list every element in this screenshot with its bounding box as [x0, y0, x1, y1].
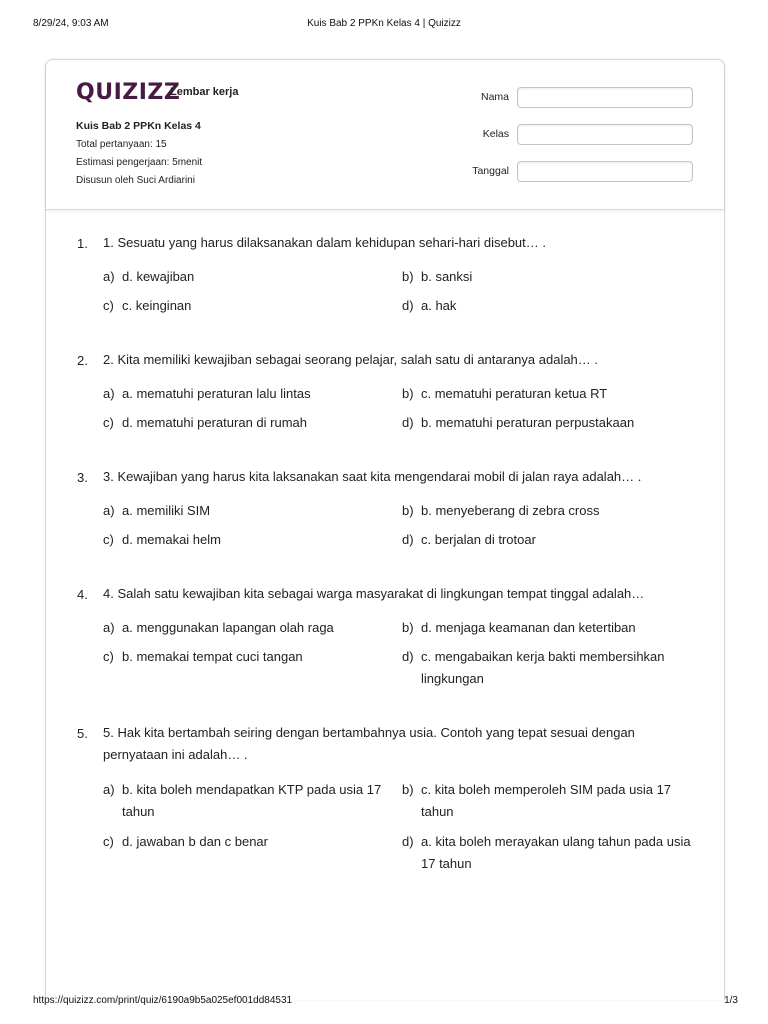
option-text: c. berjalan di trotoar: [421, 532, 536, 547]
option-text: d. kewajiban: [122, 269, 195, 284]
option-letter: c): [103, 532, 114, 547]
question-number: 2.: [77, 353, 88, 368]
option-text: d. menjaga keamanan dan ketertiban: [421, 620, 636, 635]
option-text: c. kita boleh memperoleh SIM pada usia 17 tahun: [421, 782, 672, 819]
print-url: https://quizizz.com/print/quiz/6190a9b5a025ef001dd84531: [33, 995, 293, 1006]
quizizz-logo: QUIZIZZ: [76, 80, 181, 105]
option-text: a. memiliki SIM: [122, 503, 211, 518]
print-header: [0, 0, 768, 40]
option-letter: b): [402, 782, 414, 797]
option-letter: a): [103, 269, 115, 284]
option-text: d. jawaban b dan c benar: [122, 834, 268, 849]
option-text: b. memakai tempat cuci tangan: [122, 649, 303, 664]
question-text: 1. Sesuatu yang harus dilaksanakan dalam kehidupan sehari-hari disebut… .: [103, 235, 546, 250]
option-letter: a): [103, 620, 115, 635]
option-letter: d): [402, 834, 414, 849]
option-letter: b): [402, 269, 414, 284]
option-letter: c): [103, 415, 114, 430]
option-text: d. mematuhi peraturan di rumah: [122, 415, 307, 430]
quiz-info-panel: [46, 60, 724, 210]
option-text: b. kita boleh mendapatkan KTP pada usia 17 tahun: [122, 782, 382, 819]
name-field[interactable]: [517, 87, 693, 108]
question-text: 2. Kita memiliki kewajiban sebagai seorang pelajar, salah satu di antaranya adalah… .: [103, 352, 599, 367]
print-title: Kuis Bab 2 PPKn Kelas 4 | Quizizz: [307, 18, 461, 29]
option-letter: a): [103, 386, 115, 401]
date-label: Tanggal: [472, 165, 509, 177]
worksheet: [45, 59, 725, 1000]
question-text: 4. Salah satu kewajiban kita sebagai warga masyarakat di lingkungan tempat tinggal adalah…: [103, 586, 645, 601]
question-number: 5.: [77, 726, 88, 741]
page-number: 1/3: [724, 995, 738, 1006]
option-letter: d): [402, 532, 414, 547]
option-letter: a): [103, 503, 115, 518]
sheet-type-label: Lembar kerja: [170, 86, 239, 98]
quiz-author: Disusun oleh Suci Ardiarini: [76, 175, 195, 186]
option-text: d. memakai helm: [122, 532, 221, 547]
option-letter: c): [103, 834, 114, 849]
date-field[interactable]: [517, 161, 693, 182]
question-text: 5. Hak kita bertambah seiring dengan bertambahnya usia. Contoh yang tepat sesuai dengan pernyataan ini adalah… .: [103, 725, 635, 762]
option-letter: c): [103, 298, 114, 313]
question-number: 3.: [77, 470, 88, 485]
option-letter: b): [402, 386, 414, 401]
print-datetime: 8/29/24, 9:03 AM: [33, 18, 109, 29]
quiz-title: Kuis Bab 2 PPKn Kelas 4: [76, 120, 201, 132]
option-text: b. mematuhi peraturan perpustakaan: [421, 415, 635, 430]
option-text: b. sanksi: [421, 269, 473, 284]
option-text: b. menyeberang di zebra cross: [421, 503, 600, 518]
estimated-time: Estimasi pengerjaan: 5menit: [76, 157, 203, 168]
option-text: c. mengabaikan kerja bakti membersihkan lingkungan: [421, 649, 665, 686]
class-field[interactable]: [517, 124, 693, 145]
option-letter: d): [402, 415, 414, 430]
option-letter: a): [103, 782, 115, 797]
option-letter: d): [402, 298, 414, 313]
question-number: 1.: [77, 236, 88, 251]
name-label: Nama: [480, 91, 509, 103]
option-text: c. mematuhi peraturan ketua RT: [421, 386, 608, 401]
option-text: c. keinginan: [122, 298, 192, 313]
option-letter: d): [402, 649, 414, 664]
option-letter: b): [402, 620, 414, 635]
option-text: a. kita boleh merayakan ulang tahun pada usia 17 tahun: [421, 834, 691, 871]
option-letter: c): [103, 649, 114, 664]
option-letter: b): [402, 503, 414, 518]
question-number: 4.: [77, 587, 88, 602]
option-text: a. mematuhi peraturan lalu lintas: [122, 386, 311, 401]
question-text: 3. Kewajiban yang harus kita laksanakan saat kita mengendarai mobil di jalan raya adalah… .: [103, 469, 642, 484]
total-questions: Total pertanyaan: 15: [76, 139, 167, 150]
option-text: a. menggunakan lapangan olah raga: [122, 620, 334, 635]
class-label: Kelas: [482, 128, 509, 140]
option-text: a. hak: [421, 298, 457, 313]
